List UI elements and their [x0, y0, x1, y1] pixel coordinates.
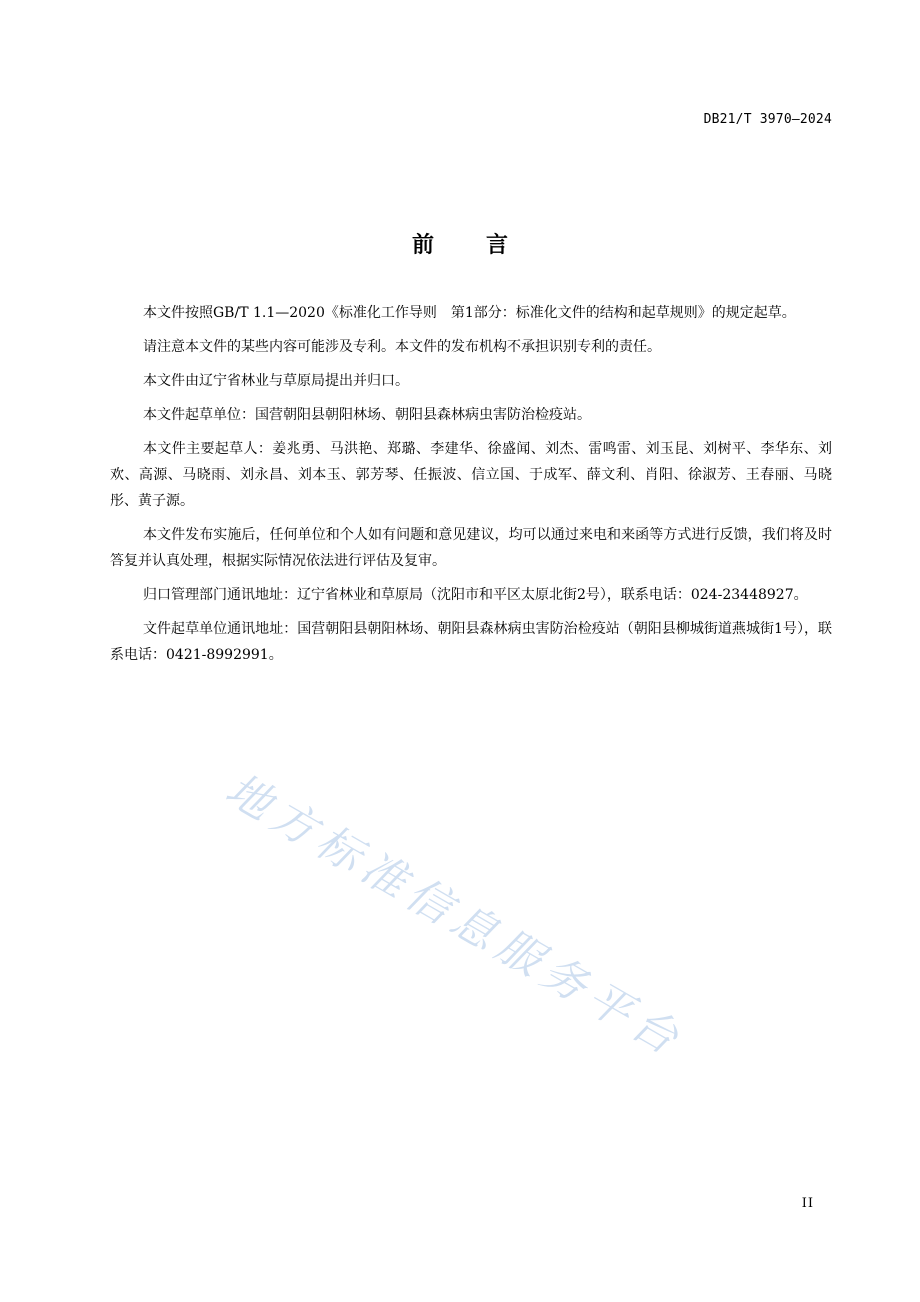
- paragraph-drafter-address: 文件起草单位通讯地址：国营朝阳县朝阳林场、朝阳县森林病虫害防治检疫站（朝阳县柳城街道燕城街1号），联系电话：0421-8992991。: [110, 621, 832, 663]
- title-char-1: 前: [411, 233, 434, 258]
- paragraph-authority-address: 归口管理部门通讯地址：辽宁省林业和草原局（沈阳市和平区太原北街2号），联系电话：024-23448927。: [143, 587, 808, 603]
- paragraph-drafting-units: 本文件起草单位：国营朝阳县朝阳林场、朝阳县森林病虫害防治检疫站。: [143, 407, 591, 423]
- paragraph-drafting-basis: 本文件按照GB/T 1.1—2020《标准化工作导则 第1部分：标准化文件的结构和起草规则》的规定起草。: [143, 305, 796, 321]
- page-number: II: [801, 1196, 814, 1211]
- foreword-body: [110, 300, 832, 676]
- paragraph-feedback: 本文件发布实施后，任何单位和个人如有问题和意见建议，均可以通过来电和来函等方式进行反馈，我们将及时答复并认真处理，根据实际情况依法进行评估及复审。: [110, 527, 832, 569]
- paragraph-proposer: 本文件由辽宁省林业与草原局提出并归口。: [143, 373, 409, 389]
- paragraph-patent-notice: 请注意本文件的某些内容可能涉及专利。本文件的发布机构不承担识别专利的责任。: [143, 339, 661, 355]
- title-char-2: 言: [486, 233, 509, 258]
- paragraph-drafters: 本文件主要起草人：姜兆勇、马洪艳、郑璐、李建华、徐盛闻、刘杰、雷鸣雷、刘玉昆、刘树平、李华东、刘欢、高源、马晓雨、刘永昌、刘本玉、郭芳琴、任振波、信立国、于成军、薛文利、肖阳、徐淑芳、王春丽、马晓彤、黄子源。: [110, 441, 832, 509]
- watermark: 地方标准信息服务平台: [217, 763, 693, 1068]
- document-code: DB21/T 3970—2024: [703, 112, 832, 127]
- page-title: [0, 228, 920, 259]
